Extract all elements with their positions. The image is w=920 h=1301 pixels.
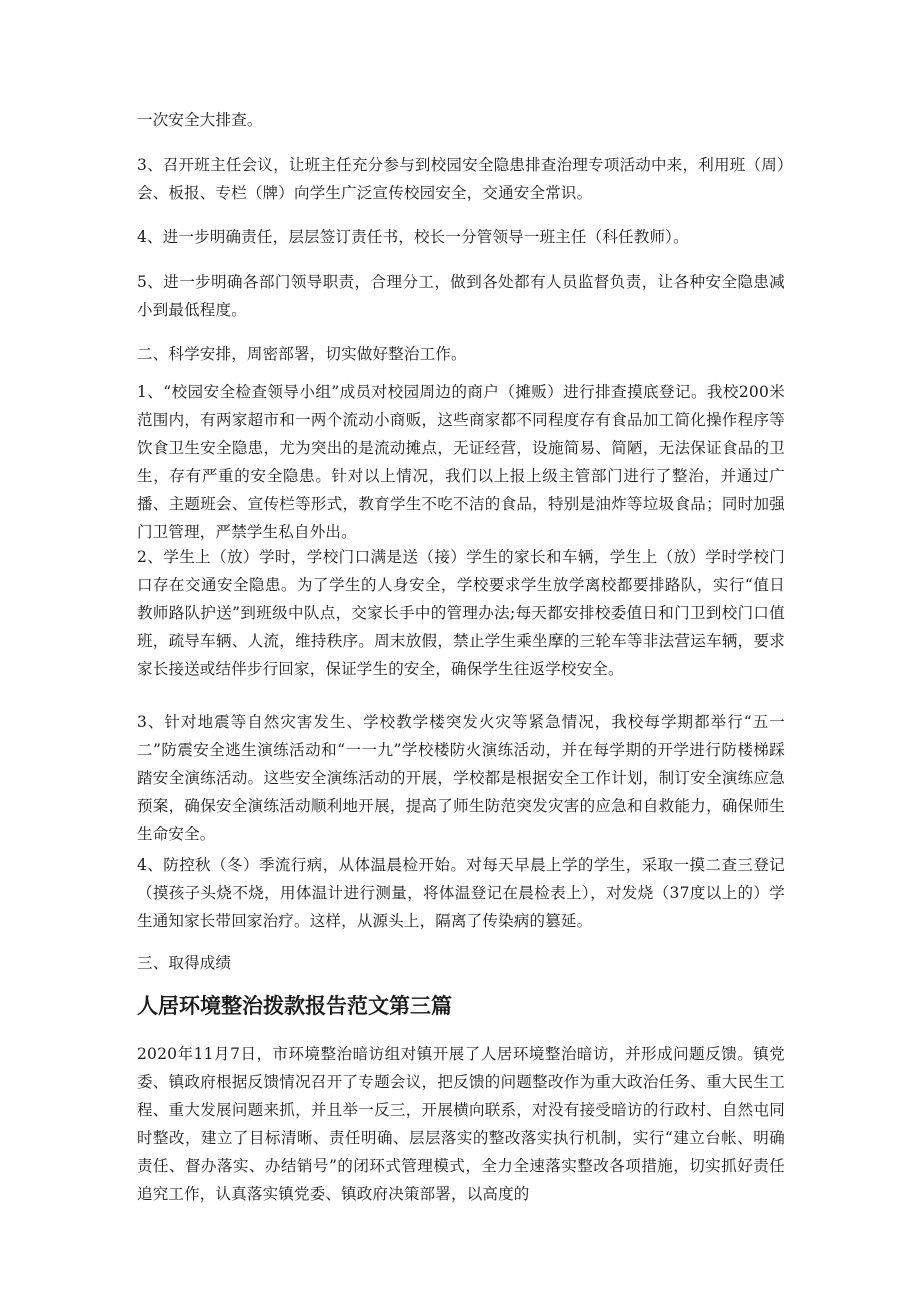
section-heading-three: 三、取得成绩 [137, 954, 232, 972]
paragraph-item-1-vendors: 1、“校园安全检查领导小组”成员对校园周边的商户（摊贩）进行排查摸底登记。我校200米范围内，有两家超市和一两个流动小商贩，这些商家都不同程度存有食品加工简化操作程序等饮食卫生安全隐患，尤为突出的是流动摊点，无证经营，设施简易、简陋，无法保证食品的卫生，存有严重的安全隐患。针对以上情况，我们以上报上级主管部门进行了整治，并通过广播、主题班会、宣传栏等形式，教育学生不吃不洁的食品，特别是油炸等垃圾食品；同时加强门卫管理，严禁学生私自外出。 [137, 383, 785, 541]
paragraph-item-3-meeting: 3、召开班主任会议，让班主任充分参与到校园安全隐患排查治理专项活动中来，利用班（周）会、板报、专栏（牌）向学生广泛宣传校园安全，交通安全常识。 [137, 156, 785, 202]
paragraph-item-5-duties: 5、进一步明确各部门领导职责，合理分工，做到各处都有人员监督负责，让各种安全隐患减小到最低程度。 [137, 273, 785, 319]
paragraph-item-3-drills: 3、针对地震等自然灾害发生、学校教学楼突发火灾等紧急情况，我校每学期都举行“五一二”防震安全逃生演练活动和“一一九”学校楼防火演练活动，并在每学期的开学进行防楼梯踩踏安全演练活动。这些安全演练活动的开展，学校都是根据安全工作计划，制订安全演练应急预案，确保安全演练活动顺利地开展，提高了师生防范突发灾害的应急和自救能力，确保师生生命安全。 [137, 713, 785, 843]
paragraph-item-4-responsibility: 4、进一步明确责任，层层签订责任书，校长一分管领导一班主任（科任教师）。 [137, 228, 689, 246]
paragraph-item-2-traffic: 2、学生上（放）学时，学校门口满是送（接）学生的家长和车辆，学生上（放）学时学校门口存在交通安全隐患。为了学生的人身安全，学校要求学生放学离校都要排路队，实行“值日教师路队护送”到班级中队点，交家长手中的管理办法;每天都安排校委值日和门卫到校门口值班，疏导车辆、人流，维持秩序。周末放假，禁止学生乘坐摩的三轮车等非法营运车辆，要求家长接送或结伴步行回家，保证学生的安全，确保学生往返学校安全。 [137, 548, 785, 678]
paragraph-final: 2020年11月7日，市环境整治暗访组对镇开展了人居环境整治暗访，并形成问题反馈。镇党委、镇政府根据反馈情况召开了专题会议，把反馈的问题整改作为重大政治任务、重大民生工程、重大发展问题来抓，并且举一反三，开展横向联系，对没有接受暗访的行政村、自然屯同时整改，建立了目标清晰、责任明确、层层落实的整改落实执行机制，实行“建立台帐、明确责任、督办落实、办结销号”的闭环式管理模式，全力全速落实整改各项措施，切实抓好责任追究工作，认真落实镇党委、镇政府决策部署，以高度的 [137, 1045, 785, 1203]
paragraph-item-4-disease: 4、防控秋（冬）季流行病，从体温晨检开始。对每天早晨上学的学生，采取一摸二查三登记（摸孩子头烧不烧，用体温计进行测量，将体温登记在晨检表上），对发烧（37度以上的）学生通知家长带回家治疗。这样，从源头上，隔离了传染病的篡延。 [137, 856, 785, 930]
article-section-title: 人居环境整治拨款报告范文第三篇 [137, 993, 452, 1018]
section-heading-two: 二、科学安排，周密部署，切实做好整治工作。 [137, 345, 467, 363]
paragraph-continuation: 一次安全大排查。 [137, 111, 263, 129]
